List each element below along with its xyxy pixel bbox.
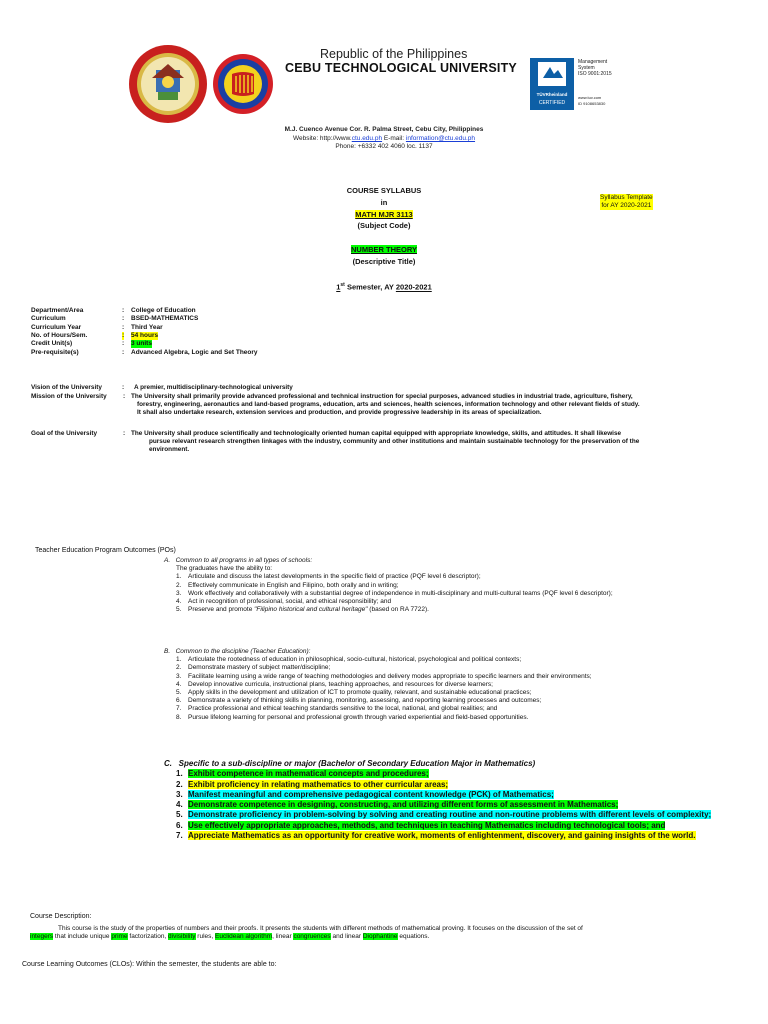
vision-row: Vision of the University : A premier, multidisciplinary-technological university xyxy=(31,384,743,394)
po-a-list xyxy=(164,573,754,614)
website-link[interactable]: ctu.edu.ph xyxy=(351,135,383,142)
po-b-title xyxy=(164,648,754,656)
certification-badge xyxy=(530,58,634,110)
semester-text: Semester, AY xyxy=(344,282,396,292)
list-item: 1. Articulate and discuss the latest developments in the specific field of practice (PQF level 6 descriptor); xyxy=(176,573,481,581)
asean-logo xyxy=(212,50,274,122)
info-label: Curriculum xyxy=(31,315,66,323)
po-section-c xyxy=(164,759,744,841)
republic-heading: Republic of the Philippines xyxy=(320,47,468,61)
mission-line: The University shall primarily provide advanced professional and technical instruction for special purposes, advanced studies in industrial trade, agriculture, fishery, xyxy=(131,393,633,400)
po-a-label: A. xyxy=(164,557,171,564)
university-heading: CEBU TECHNOLOGICAL UNIVERSITY xyxy=(285,61,517,75)
template-note xyxy=(600,194,653,210)
po-heading: Teacher Education Program Outcomes (POs) xyxy=(35,547,176,554)
phone-line: Phone: +6332 402 4060 loc. 1137 xyxy=(335,143,433,150)
semester-line xyxy=(0,282,768,292)
course-description-text xyxy=(30,925,742,941)
mission-row: Mission of the University : The University shall primarily provide advanced professional and technical instruction for special purposes, advanced studies in industrial trade, agriculture, fishery, forestry, engineering, aeronautics and land-based programs, education, arts and sciences, health sciences, information technology and other relevant fields of study. It shall also undertake research, extension services and production, and provide progressive leadership in its areas of specialization. xyxy=(31,393,743,429)
po-b-label: B. xyxy=(164,648,171,655)
po-c-title xyxy=(164,759,744,769)
po-c-label: C. xyxy=(164,759,172,768)
course-description-line: integers that include unique prime factorization, divisibility rules, Euclidean algorithm, linear congruences and linear Diophantine equations. xyxy=(30,933,430,941)
info-label: Credit Unit(s) xyxy=(31,340,73,348)
clo-line xyxy=(22,961,276,969)
info-label: Pre-requisite(s) xyxy=(31,348,79,356)
info-label: Curriculum Year xyxy=(31,323,82,331)
vision-label: Vision of the University xyxy=(31,384,102,391)
academic-year: 2020-2021 xyxy=(395,282,432,292)
list-item: 6. Demonstrate a variety of thinking skills in planning, monitoring, assessing, and reporting learning processes and outcomes; xyxy=(176,697,542,705)
list-item: 7. Practice professional and ethical teaching standards sensitive to the local, national, and global realities; and xyxy=(176,705,498,713)
descriptive-title-row xyxy=(0,245,768,254)
list-item: 5. Demonstrate proficiency in problem-solving by solving and creating routine and non-routine problems with different levels of complexity; xyxy=(176,810,712,820)
info-label: Department/Area xyxy=(31,307,84,314)
list-item: 8. Pursue lifelong learning for personal and professional growth through varied experiential and field-based opportunities. xyxy=(176,713,529,721)
template-note-line1: Syllabus Template xyxy=(600,194,653,201)
goal-label: Goal of the University xyxy=(31,430,98,437)
info-value: BSED-MATHEMATICS xyxy=(131,315,199,323)
info-value: 3 units xyxy=(131,340,152,348)
syllabus-title: COURSE SYLLABUS xyxy=(346,186,422,195)
list-item: 2. Effectively communicate in English and Filipino, both orally and in writing; xyxy=(176,581,399,589)
tuv-logo xyxy=(530,58,574,110)
contact-line xyxy=(0,135,768,142)
list-item: 4. Develop innovative curricula, instructional plans, teaching approaches, and resources for diverse learners; xyxy=(176,680,493,688)
mission-line: It shall also undertake research, extension services and production, and provide progressive leadership in its areas of specialization. xyxy=(137,409,542,417)
list-item: 2. Demonstrate mastery of subject matter/discipline; xyxy=(176,664,331,672)
cert-side-2: System xyxy=(578,65,595,71)
descriptive-title-label: (Descriptive Title) xyxy=(352,257,416,266)
po-c-list xyxy=(164,769,744,841)
po-b-title-text: Common to the discipline (Teacher Education): xyxy=(175,648,311,655)
po-section-b xyxy=(164,648,754,722)
info-value: College of Education xyxy=(131,307,196,314)
template-note-line2: for AY 2020-2021 xyxy=(601,202,652,209)
goal-line: The University shall produce scientifically and technologically oriented human capital equipped with appropriate knowledge, skills, and attitudes. It shall likewise xyxy=(131,430,622,437)
list-item: 1. Exhibit competence in mathematical concepts and procedures; xyxy=(176,769,429,779)
mission-line: forestry, engineering, aeronautics and land-based programs, education, arts and sciences, health sciences, information technology and other relevant fields of study. xyxy=(137,401,640,409)
list-item: 6. Use effectively appropriate approaches, methods, and techniques in teaching Mathematics including technological tools; and xyxy=(176,820,666,830)
vision-text: A premier, multidisciplinary-technological university xyxy=(134,384,293,391)
email-label: E-mail: xyxy=(382,135,406,142)
info-value: Advanced Algebra, Logic and Set Theory xyxy=(131,348,258,356)
course-description-line: This course is the study of the properties of numbers and their proofs. It presents the students with different methods of mathematical proving. It focuses on the discussion of the set of xyxy=(58,925,583,932)
syllabus-in: in xyxy=(380,198,388,207)
course-description-heading: Course Description: xyxy=(30,913,92,920)
subject-code: MATH MJR 3113 xyxy=(355,210,413,219)
po-b-list xyxy=(164,656,754,722)
tuv-certified: CERTIFIED xyxy=(538,100,566,106)
course-info-table: Department/Area : College of Education Curriculum : BSED-MATHEMATICS Curriculum Year : Third Year No. of Hours/Sem. : 54 hours Credit Unit(s) : 3 units Pre-requisite(s) : Advanced Algebra, Logic and Set Theory xyxy=(31,307,258,356)
descriptive-title: NUMBER THEORY xyxy=(351,245,417,254)
cert-side-1: Management xyxy=(578,59,608,65)
cert-side-5: ID 9108653830 xyxy=(578,101,606,106)
university-address: M.J. Cuenco Avenue Cor. R. Palma Street, Cebu City, Philippines xyxy=(284,126,484,133)
website-prefix: Website: http://www. xyxy=(292,135,352,142)
po-a-title-text: Common to all programs in all types of schools: xyxy=(175,557,313,564)
goal-line: pursue relevant research strengthen linkages with the industry, community and other institutions and maintain sustainable technology for the preservation of the xyxy=(149,438,640,446)
subject-code-label: (Subject Code) xyxy=(357,221,411,230)
po-a-title xyxy=(164,557,754,565)
subject-code-row xyxy=(0,210,768,219)
list-item: 3. Work effectively and collaboratively with a substantial degree of independence in multi-disciplinary and multi-cultural teams (PQF level 6 descriptor); xyxy=(176,589,613,597)
tuv-brand: TÜVRheinland xyxy=(536,92,568,97)
goal-text xyxy=(131,430,737,455)
list-item: 2. Exhibit proficiency in relating mathematics to other curricular areas; xyxy=(176,779,449,789)
cert-side-3: ISO 9001:2015 xyxy=(578,71,612,77)
po-section-a xyxy=(164,557,754,614)
list-item: 5. Preserve and promote "Filipino historical and cultural heritage" (based on RA 7722). xyxy=(176,606,429,614)
goal-row: Goal of the University : The University shall produce scientifically and technologically oriented human capital equipped with appropriate knowledge, skills, and attitudes. It shall likewise pursue relevant research strengthen linkages with the industry, community and other institutions and maintain sustainable technology for the preservation of the environment. xyxy=(31,430,743,460)
ctu-seal-logo xyxy=(128,44,208,124)
cert-side-4: www.tuv.com xyxy=(578,95,602,100)
po-a-intro: The graduates have the ability to: xyxy=(176,565,273,573)
list-item: 5. Apply skills in the development and utilization of ICT to promote quality, relevant, and sustainable educational practices; xyxy=(176,689,532,697)
semester-number: 1 xyxy=(336,282,341,292)
list-item: 7. Appreciate Mathematics as an opportunity for creative work, moments of enlightenment, discovery, and gaining insights of the world. xyxy=(176,831,696,841)
po-c-title-text: Specific to a sub-discipline or major (Bachelor of Secondary Education Major in Mathematics) xyxy=(178,759,536,768)
list-item: 3. Manifest meaningful and comprehensive pedagogical content knowledge (PCK) of Mathematics; xyxy=(176,789,554,799)
info-value: 54 hours xyxy=(131,331,159,339)
info-value: Third Year xyxy=(131,323,163,331)
semester-suffix: st xyxy=(340,282,345,288)
list-item: 1. Articulate the rootedness of education in philosophical, socio-cultural, historical, psychological and political contexts; xyxy=(176,656,522,664)
list-item: 3. Facilitate learning using a wide range of teaching methodologies and delivery modes appropriate to specific learners and their environments; xyxy=(176,672,592,680)
clo-text: Within the semester, the students are able to: xyxy=(134,961,277,968)
info-label: No. of Hours/Sem. xyxy=(31,331,88,339)
mission-label: Mission of the University xyxy=(31,393,107,400)
list-item: 4. Demonstrate competence in designing, constructing, and utilizing different forms of assessment in Mathematics; xyxy=(176,800,619,810)
list-item: 4. Act in recognition of professional, social, and ethical responsibility; and xyxy=(176,598,392,606)
mission-text xyxy=(131,393,737,418)
clo-heading: Course Learning Outcomes (CLOs): xyxy=(22,961,135,968)
email-link[interactable]: information@ctu.edu.ph xyxy=(405,135,476,142)
goal-line: environment. xyxy=(149,446,190,454)
